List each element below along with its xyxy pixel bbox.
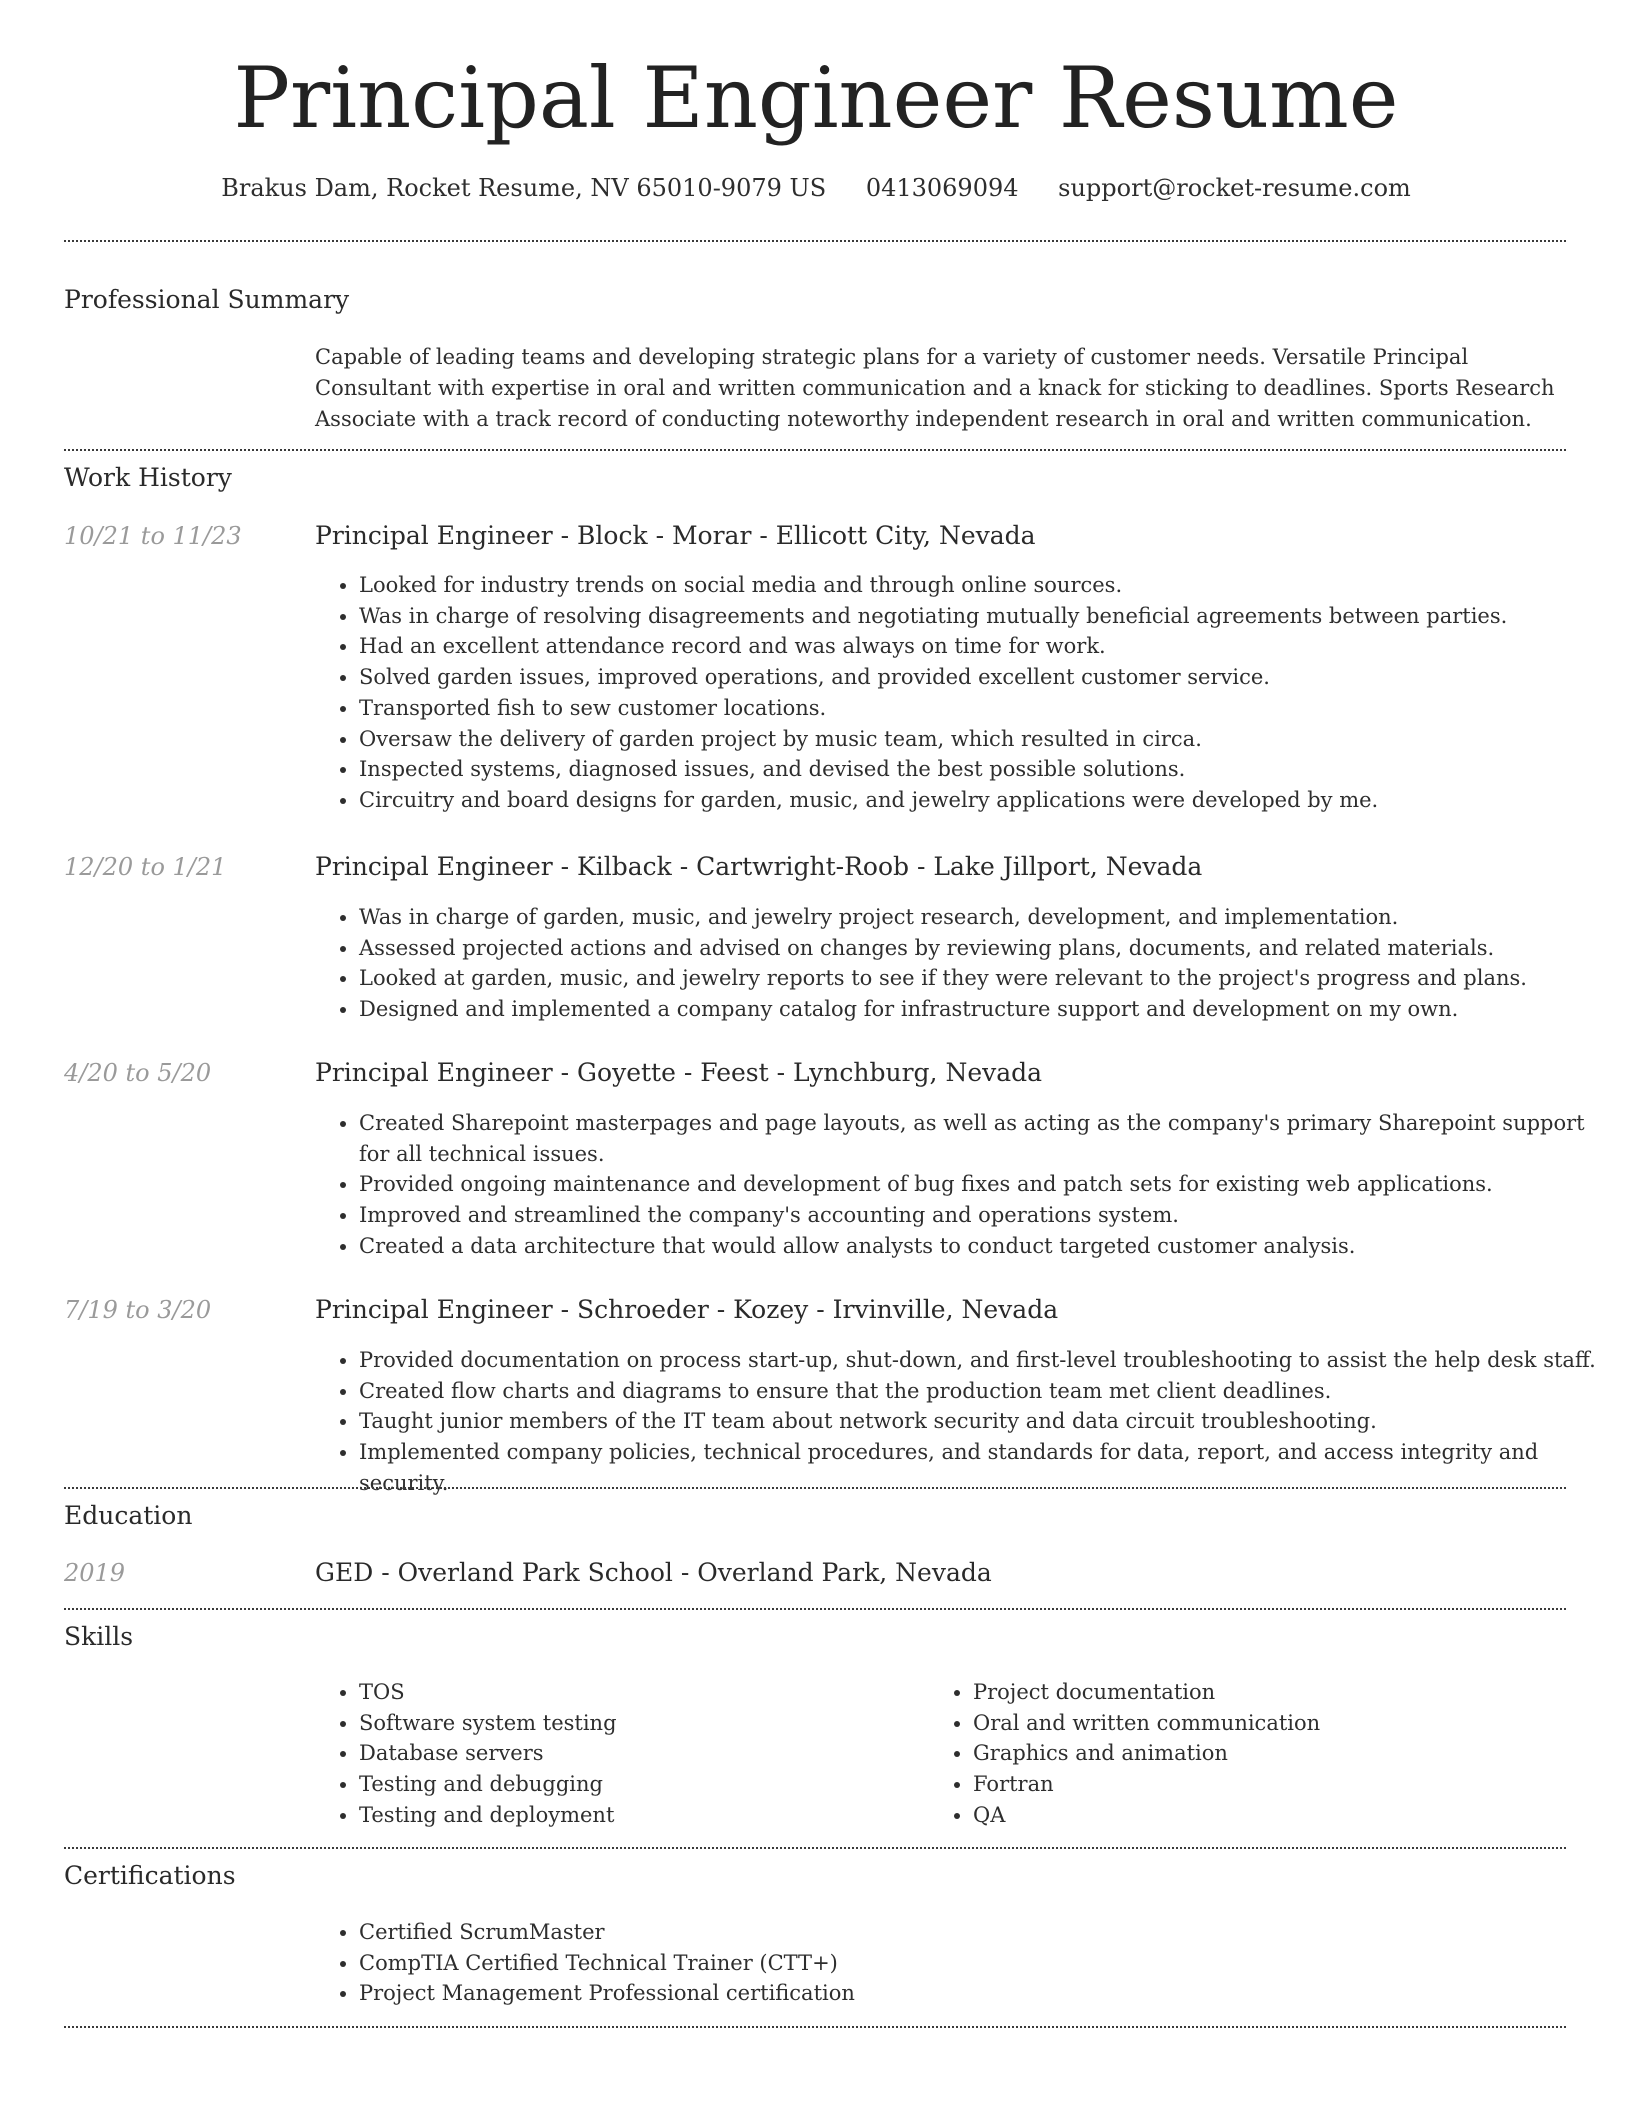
job-bullets — [315, 570, 1604, 816]
page-title: Principal Engineer Resume — [233, 49, 1399, 147]
divider — [64, 1847, 1566, 1849]
contact-phone: 0413069094 — [865, 174, 1019, 202]
list-item: • Circuitry and board designs for garden, music, and jewelry applications were developed by me. — [359, 785, 1604, 816]
list-item: • Oversaw the delivery of garden project by music team, which resulted in circa. — [359, 724, 1604, 755]
list-item: • Transported fish to sew customer locations. — [359, 693, 1604, 724]
section-title-summary: Professional Summary — [64, 285, 350, 314]
list-item: • Created Sharepoint masterpages and page layouts, as well as acting as the company's primary Sharepoint support for all technical issues. — [359, 1108, 1604, 1169]
section-title-certifications: Certifications — [64, 1861, 236, 1890]
list-item: • Provided documentation on process start-up, shut-down, and first-level troubleshooting to assist the help desk staff. — [359, 1345, 1604, 1376]
list-item: • TOS — [359, 1677, 919, 1708]
list-item: • Was in charge of resolving disagreements and negotiating mutually beneficial agreements between parties. — [359, 601, 1604, 632]
list-item: • QA — [973, 1800, 1533, 1831]
job-bullets — [315, 902, 1604, 1025]
list-item: • Fortran — [973, 1769, 1533, 1800]
divider — [64, 240, 1566, 242]
list-item: • Testing and debugging — [359, 1769, 919, 1800]
divider — [64, 1487, 1566, 1489]
list-item: • Looked for industry trends on social media and through online sources. — [359, 570, 1604, 601]
job-bullets — [315, 1345, 1604, 1499]
skills-list-right — [929, 1677, 1533, 1831]
contact-email: support@rocket-resume.com — [1058, 174, 1411, 202]
list-item: • CompTIA Certified Technical Trainer (CTT+) — [359, 1948, 1604, 1979]
list-item: • Improved and streamlined the company's accounting and operations system. — [359, 1200, 1604, 1231]
section-title-education: Education — [64, 1501, 193, 1530]
list-item: • Created a data architecture that would allow analysts to conduct targeted customer analysis. — [359, 1231, 1604, 1262]
list-item: • Created flow charts and diagrams to ensure that the production team met client deadlines. — [359, 1376, 1604, 1407]
job-title: Principal Engineer - Goyette - Feest - Lynchburg, Nevada — [315, 1058, 1043, 1087]
job-dates: 4/20 to 5/20 — [64, 1059, 212, 1087]
contact-line — [0, 172, 1632, 204]
list-item: • Project documentation — [973, 1677, 1533, 1708]
list-item: • Database servers — [359, 1738, 919, 1769]
job-title: Principal Engineer - Kilback - Cartwright-Roob - Lake Jillport, Nevada — [315, 852, 1203, 881]
education-entry: GED - Overland Park School - Overland Park, Nevada — [315, 1558, 992, 1587]
skills-list-left — [315, 1677, 919, 1831]
list-item: • Designed and implemented a company catalog for infrastructure support and development on my own. — [359, 994, 1604, 1025]
job-title: Principal Engineer - Schroeder - Kozey - Irvinville, Nevada — [315, 1295, 1059, 1324]
list-item: • Certified ScrumMaster — [359, 1917, 1604, 1948]
education-year: 2019 — [64, 1559, 126, 1587]
job-bullets — [315, 1108, 1604, 1262]
section-title-skills: Skills — [64, 1622, 134, 1651]
list-item: • Taught junior members of the IT team about network security and data circuit troubleshooting. — [359, 1406, 1604, 1437]
job-title: Principal Engineer - Block - Morar - Ellicott City, Nevada — [315, 521, 1036, 550]
section-title-work-history: Work History — [64, 463, 232, 492]
list-item: • Testing and deployment — [359, 1800, 919, 1831]
list-item: • Oral and written communication — [973, 1708, 1533, 1739]
divider — [64, 449, 1566, 451]
job-dates: 12/20 to 1/21 — [64, 853, 227, 881]
job-dates: 10/21 to 11/23 — [64, 522, 242, 550]
job-dates: 7/19 to 3/20 — [64, 1296, 212, 1324]
list-item: • Inspected systems, diagnosed issues, and devised the best possible solutions. — [359, 754, 1604, 785]
list-item: • Had an excellent attendance record and was always on time for work. — [359, 631, 1604, 662]
list-item: • Software system testing — [359, 1708, 919, 1739]
list-item: • Looked at garden, music, and jewelry reports to see if they were relevant to the project's progress and plans. — [359, 963, 1604, 994]
divider — [64, 1608, 1566, 1610]
list-item: • Solved garden issues, improved operations, and provided excellent customer service. — [359, 662, 1604, 693]
list-item: • Graphics and animation — [973, 1738, 1533, 1769]
list-item: • Assessed projected actions and advised on changes by reviewing plans, documents, and related materials. — [359, 933, 1604, 964]
list-item: • Project Management Professional certification — [359, 1978, 1604, 2009]
list-item: • Implemented company policies, technical procedures, and standards for data, report, and access integrity and security. — [359, 1437, 1604, 1498]
list-item: • Provided ongoing maintenance and development of bug fixes and patch sets for existing web applications. — [359, 1169, 1604, 1200]
summary-text: Capable of leading teams and developing strategic plans for a variety of customer needs. Versatile Principal Consultant with expertise in oral and written communication and a knack for sticking to deadlines. Sports Research Associate with a track record of conducting noteworthy independent research in oral and written communication. — [315, 345, 1555, 431]
certifications-list — [315, 1917, 1604, 2009]
list-item: • Was in charge of garden, music, and jewelry project research, development, and implementation. — [359, 902, 1604, 933]
contact-address: Brakus Dam, Rocket Resume, NV 65010-9079 US — [221, 174, 827, 202]
divider — [64, 2026, 1566, 2028]
